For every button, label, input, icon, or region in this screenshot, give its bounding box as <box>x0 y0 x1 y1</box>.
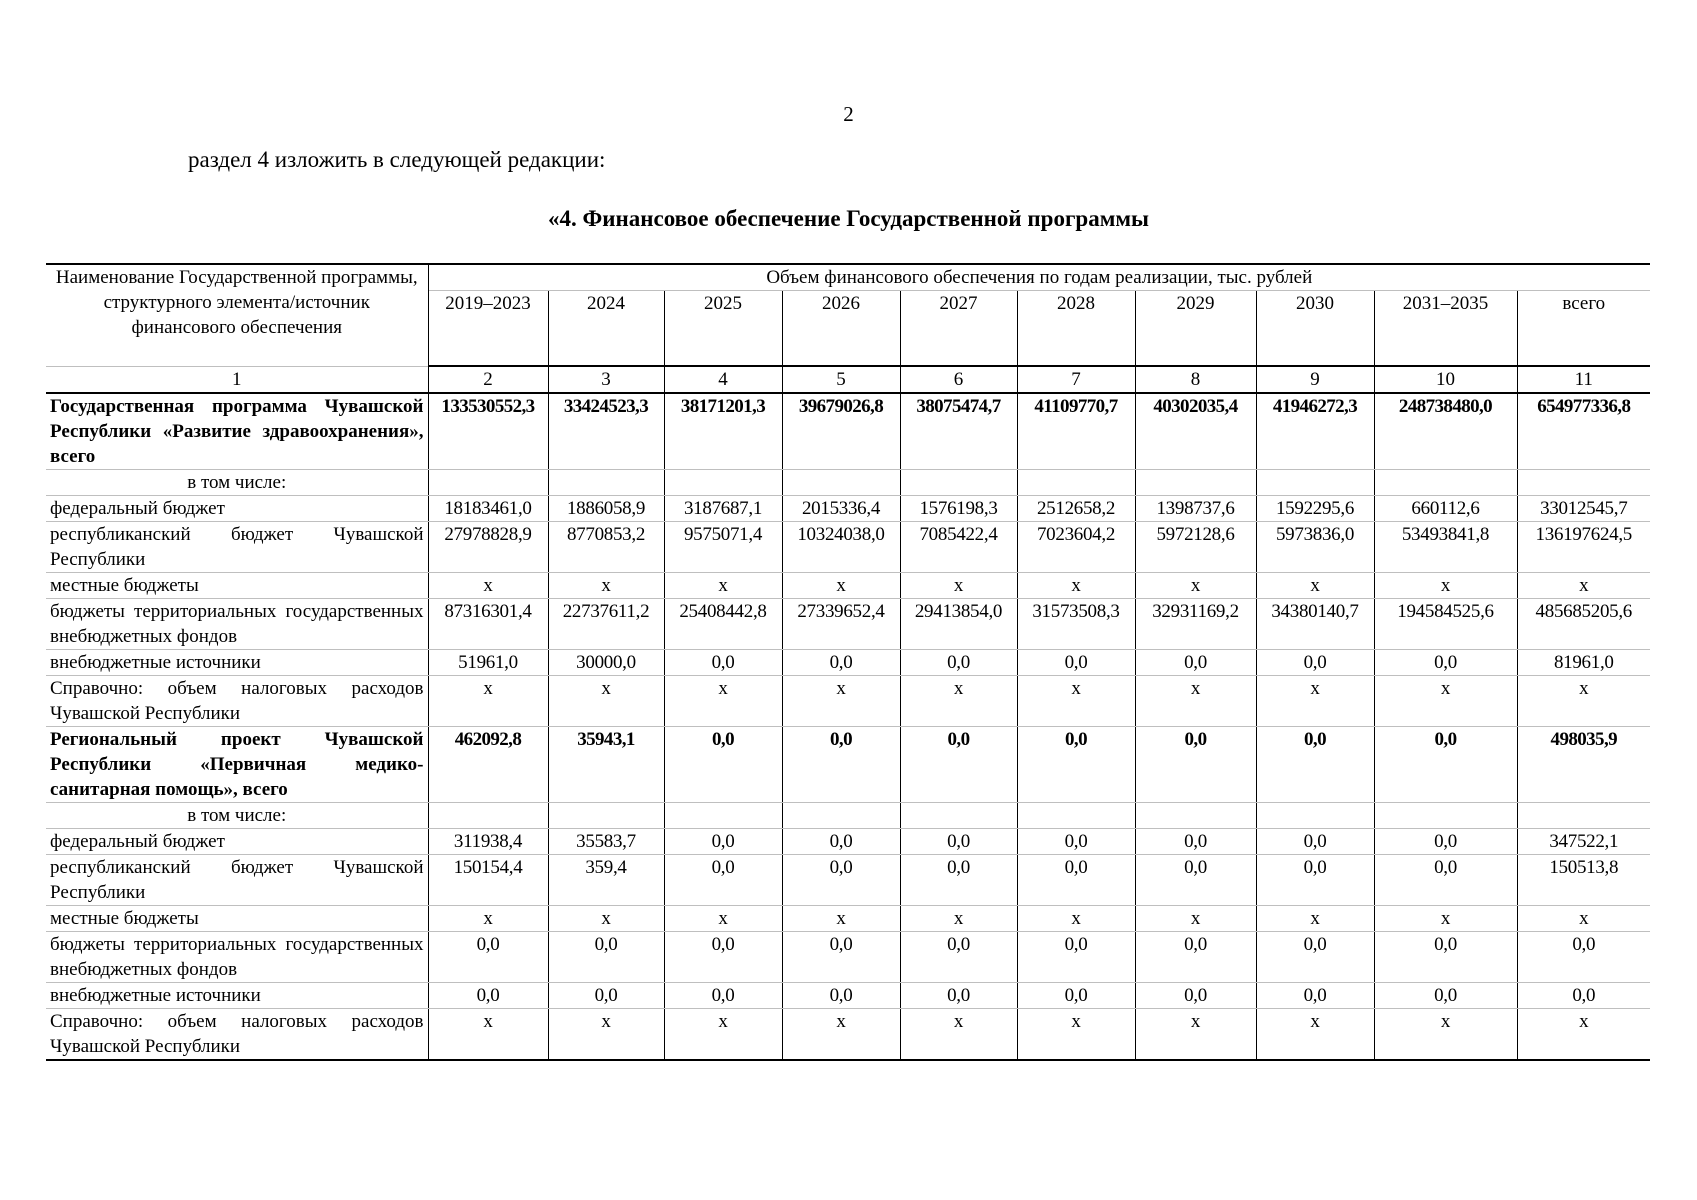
value-cell: 29413854,0 <box>900 599 1017 650</box>
value-cell: 2512658,2 <box>1017 496 1135 522</box>
value-cell <box>1256 470 1374 496</box>
value-cell: х <box>1256 573 1374 599</box>
value-cell: 22737611,2 <box>548 599 664 650</box>
value-cell: х <box>900 573 1017 599</box>
value-cell: 0,0 <box>782 983 900 1009</box>
value-cell: 7023604,2 <box>1017 522 1135 573</box>
table-row <box>46 393 1650 470</box>
row-name-cell: бюджеты территориальных государственных внебюджетных фондов <box>46 599 428 650</box>
value-cell: 38075474,7 <box>900 393 1017 470</box>
funding-group-header: Объем финансового обеспечения по годам реализации, тыс. рублей <box>428 264 1650 291</box>
value-cell <box>1374 470 1517 496</box>
value-cell: 33012545,7 <box>1517 496 1650 522</box>
value-cell: 32931169,2 <box>1135 599 1256 650</box>
column-number: 9 <box>1256 366 1374 393</box>
table-row <box>46 855 1650 906</box>
table-row <box>46 932 1650 983</box>
value-cell: 33424523,3 <box>548 393 664 470</box>
value-cell <box>782 803 900 829</box>
value-cell: 39679026,8 <box>782 393 900 470</box>
value-cell: х <box>428 573 548 599</box>
value-cell: 51961,0 <box>428 650 548 676</box>
value-cell: 0,0 <box>1374 650 1517 676</box>
value-cell <box>1517 470 1650 496</box>
value-cell: 35943,1 <box>548 727 664 803</box>
table-row <box>46 573 1650 599</box>
value-cell: 1576198,3 <box>900 496 1017 522</box>
value-cell: х <box>1135 1009 1256 1061</box>
value-cell: х <box>782 676 900 727</box>
value-cell: 0,0 <box>1256 727 1374 803</box>
value-cell: х <box>1517 676 1650 727</box>
value-cell: 0,0 <box>1256 983 1374 1009</box>
value-cell: 0,0 <box>1135 983 1256 1009</box>
value-cell: х <box>1135 906 1256 932</box>
year-header: 2019–2023 <box>428 291 548 367</box>
table-row <box>46 470 1650 496</box>
value-cell: 35583,7 <box>548 829 664 855</box>
value-cell: 0,0 <box>1256 650 1374 676</box>
value-cell: х <box>548 573 664 599</box>
row-name-cell: Государственная программа Чувашской Республики «Развитие здравоохранения», всего <box>46 393 428 470</box>
table-row <box>46 496 1650 522</box>
year-header: 2025 <box>664 291 782 367</box>
value-cell: х <box>1017 1009 1135 1061</box>
value-cell: 0,0 <box>782 932 900 983</box>
row-name-cell: Справочно: объем налоговых расходов Чувашской Республики <box>46 676 428 727</box>
value-cell <box>1017 803 1135 829</box>
value-cell: 0,0 <box>1517 932 1650 983</box>
value-cell: х <box>1374 906 1517 932</box>
value-cell: 0,0 <box>428 932 548 983</box>
value-cell: 0,0 <box>1256 829 1374 855</box>
value-cell: х <box>900 676 1017 727</box>
value-cell: 5972128,6 <box>1135 522 1256 573</box>
value-cell: 0,0 <box>900 983 1017 1009</box>
value-cell: х <box>1017 676 1135 727</box>
year-header: 2030 <box>1256 291 1374 367</box>
value-cell: х <box>664 1009 782 1061</box>
value-cell <box>428 470 548 496</box>
column-number: 10 <box>1374 366 1517 393</box>
value-cell: х <box>782 1009 900 1061</box>
value-cell: 34380140,7 <box>1256 599 1374 650</box>
value-cell: х <box>664 573 782 599</box>
value-cell <box>900 470 1017 496</box>
value-cell: 0,0 <box>1017 650 1135 676</box>
value-cell: 0,0 <box>900 650 1017 676</box>
value-cell: 31573508,3 <box>1017 599 1135 650</box>
value-cell: х <box>1256 906 1374 932</box>
value-cell <box>664 470 782 496</box>
row-name-cell: республиканский бюджет Чувашской Республики <box>46 855 428 906</box>
value-cell <box>1517 803 1650 829</box>
table-row <box>46 599 1650 650</box>
value-cell <box>1135 803 1256 829</box>
value-cell: 248738480,0 <box>1374 393 1517 470</box>
row-name-cell: Региональный проект Чувашской Республики «Первичная медико-санитарная помощь», всего <box>46 727 428 803</box>
value-cell <box>1135 470 1256 496</box>
value-cell: 0,0 <box>548 932 664 983</box>
value-cell: х <box>782 906 900 932</box>
value-cell: 27339652,4 <box>782 599 900 650</box>
value-cell: 654977336,8 <box>1517 393 1650 470</box>
row-name-cell: федеральный бюджет <box>46 829 428 855</box>
value-cell: 0,0 <box>900 932 1017 983</box>
year-header: 2024 <box>548 291 664 367</box>
value-cell <box>1017 470 1135 496</box>
value-cell: х <box>664 906 782 932</box>
value-cell: 8770853,2 <box>548 522 664 573</box>
year-header: 2031–2035 <box>1374 291 1517 367</box>
table-row <box>46 1009 1650 1061</box>
table-body <box>46 393 1650 1060</box>
value-cell: 0,0 <box>782 727 900 803</box>
value-cell: х <box>428 906 548 932</box>
row-name-cell: Справочно: объем налоговых расходов Чувашской Республики <box>46 1009 428 1061</box>
table-header <box>46 264 1650 393</box>
value-cell: 136197624,5 <box>1517 522 1650 573</box>
column-number-row <box>46 366 1650 393</box>
value-cell: 0,0 <box>1017 983 1135 1009</box>
value-cell: 347522,1 <box>1517 829 1650 855</box>
table-row <box>46 829 1650 855</box>
value-cell: х <box>548 906 664 932</box>
value-cell: 1592295,6 <box>1256 496 1374 522</box>
row-name-cell: федеральный бюджет <box>46 496 428 522</box>
value-cell: 0,0 <box>1017 829 1135 855</box>
table-row <box>46 803 1650 829</box>
column-number: 2 <box>428 366 548 393</box>
value-cell: х <box>548 676 664 727</box>
value-cell: 150513,8 <box>1517 855 1650 906</box>
value-cell: 0,0 <box>1017 727 1135 803</box>
intro-text: раздел 4 изложить в следующей редакции: <box>188 147 606 172</box>
value-cell: 0,0 <box>1256 855 1374 906</box>
table-row <box>46 522 1650 573</box>
value-cell: 0,0 <box>782 650 900 676</box>
year-header: 2028 <box>1017 291 1135 367</box>
value-cell: х <box>428 676 548 727</box>
value-cell: 0,0 <box>900 829 1017 855</box>
value-cell: 9575071,4 <box>664 522 782 573</box>
value-cell <box>782 470 900 496</box>
row-name-cell: в том числе: <box>46 470 428 496</box>
value-cell: 0,0 <box>428 983 548 1009</box>
value-cell: 0,0 <box>1135 829 1256 855</box>
row-name-cell: внебюджетные источники <box>46 983 428 1009</box>
value-cell: 0,0 <box>900 727 1017 803</box>
value-cell: х <box>1256 676 1374 727</box>
value-cell: х <box>1256 1009 1374 1061</box>
table-row <box>46 676 1650 727</box>
value-cell: 41946272,3 <box>1256 393 1374 470</box>
value-cell: 0,0 <box>1374 932 1517 983</box>
column-number: 1 <box>46 366 428 393</box>
column-number: 4 <box>664 366 782 393</box>
value-cell <box>1374 803 1517 829</box>
value-cell: 0,0 <box>548 983 664 1009</box>
value-cell: 2015336,4 <box>782 496 900 522</box>
value-cell: 0,0 <box>664 855 782 906</box>
value-cell: 27978828,9 <box>428 522 548 573</box>
year-header: всего <box>1517 291 1650 367</box>
row-name-cell: бюджеты территориальных государственных внебюджетных фондов <box>46 932 428 983</box>
value-cell: х <box>1374 573 1517 599</box>
value-cell: х <box>1517 906 1650 932</box>
value-cell: 0,0 <box>1135 727 1256 803</box>
section-title: «4. Финансовое обеспечение Государственной программы <box>548 206 1149 231</box>
value-cell <box>548 470 664 496</box>
value-cell: 150154,4 <box>428 855 548 906</box>
column-number: 8 <box>1135 366 1256 393</box>
header-row-group <box>46 264 1650 291</box>
value-cell: 0,0 <box>1374 855 1517 906</box>
value-cell: х <box>1517 573 1650 599</box>
value-cell: 0,0 <box>1374 829 1517 855</box>
value-cell: 133530552,3 <box>428 393 548 470</box>
value-cell: х <box>664 676 782 727</box>
column-number: 3 <box>548 366 664 393</box>
value-cell: 0,0 <box>664 983 782 1009</box>
year-header: 2026 <box>782 291 900 367</box>
value-cell: х <box>1374 1009 1517 1061</box>
table-row <box>46 983 1650 1009</box>
row-name-cell: в том числе: <box>46 803 428 829</box>
value-cell <box>428 803 548 829</box>
value-cell: 87316301,4 <box>428 599 548 650</box>
value-cell: 0,0 <box>1374 727 1517 803</box>
table-row <box>46 906 1650 932</box>
value-cell: х <box>782 573 900 599</box>
value-cell: 660112,6 <box>1374 496 1517 522</box>
value-cell: 0,0 <box>1017 855 1135 906</box>
value-cell: 40302035,4 <box>1135 393 1256 470</box>
value-cell: 53493841,8 <box>1374 522 1517 573</box>
value-cell: 1886058,9 <box>548 496 664 522</box>
value-cell: 0,0 <box>664 650 782 676</box>
value-cell: 0,0 <box>664 932 782 983</box>
value-cell <box>664 803 782 829</box>
value-cell: 1398737,6 <box>1135 496 1256 522</box>
value-cell: 0,0 <box>1517 983 1650 1009</box>
page-number: 2 <box>843 102 854 126</box>
column-number: 6 <box>900 366 1017 393</box>
column-number: 7 <box>1017 366 1135 393</box>
year-header: 2027 <box>900 291 1017 367</box>
table-row <box>46 727 1650 803</box>
value-cell: х <box>1517 1009 1650 1061</box>
column-number: 11 <box>1517 366 1650 393</box>
value-cell: 359,4 <box>548 855 664 906</box>
year-header: 2029 <box>1135 291 1256 367</box>
value-cell: 485685205,6 <box>1517 599 1650 650</box>
row-name-cell: республиканский бюджет Чувашской Республики <box>46 522 428 573</box>
row-name-cell: местные бюджеты <box>46 906 428 932</box>
value-cell: х <box>1017 906 1135 932</box>
value-cell: 3187687,1 <box>664 496 782 522</box>
column-number: 5 <box>782 366 900 393</box>
value-cell: 0,0 <box>664 727 782 803</box>
row-name-cell: внебюджетные источники <box>46 650 428 676</box>
value-cell: 0,0 <box>1256 932 1374 983</box>
value-cell: 0,0 <box>1017 932 1135 983</box>
value-cell <box>900 803 1017 829</box>
value-cell: 0,0 <box>1135 932 1256 983</box>
value-cell: х <box>1135 676 1256 727</box>
name-column-header: Наименование Государственной программы, структурного элемента/источник финансового обеспечения <box>46 264 428 366</box>
value-cell: 462092,8 <box>428 727 548 803</box>
value-cell: 0,0 <box>900 855 1017 906</box>
value-cell <box>548 803 664 829</box>
value-cell: 30000,0 <box>548 650 664 676</box>
row-name-cell: местные бюджеты <box>46 573 428 599</box>
value-cell: х <box>900 906 1017 932</box>
value-cell: 38171201,3 <box>664 393 782 470</box>
value-cell: х <box>900 1009 1017 1061</box>
value-cell: 5973836,0 <box>1256 522 1374 573</box>
value-cell: 194584525,6 <box>1374 599 1517 650</box>
value-cell: 311938,4 <box>428 829 548 855</box>
value-cell <box>1256 803 1374 829</box>
value-cell: х <box>1135 573 1256 599</box>
value-cell: х <box>1017 573 1135 599</box>
value-cell: 0,0 <box>664 829 782 855</box>
financing-table <box>46 263 1650 1061</box>
table-row <box>46 650 1650 676</box>
value-cell: 0,0 <box>782 855 900 906</box>
value-cell: х <box>548 1009 664 1061</box>
value-cell: х <box>428 1009 548 1061</box>
value-cell: 25408442,8 <box>664 599 782 650</box>
value-cell: 498035,9 <box>1517 727 1650 803</box>
value-cell: 7085422,4 <box>900 522 1017 573</box>
value-cell: 0,0 <box>782 829 900 855</box>
value-cell: 0,0 <box>1374 983 1517 1009</box>
value-cell: 81961,0 <box>1517 650 1650 676</box>
value-cell: 41109770,7 <box>1017 393 1135 470</box>
value-cell: 0,0 <box>1135 855 1256 906</box>
value-cell: 0,0 <box>1135 650 1256 676</box>
value-cell: х <box>1374 676 1517 727</box>
value-cell: 10324038,0 <box>782 522 900 573</box>
value-cell: 18183461,0 <box>428 496 548 522</box>
